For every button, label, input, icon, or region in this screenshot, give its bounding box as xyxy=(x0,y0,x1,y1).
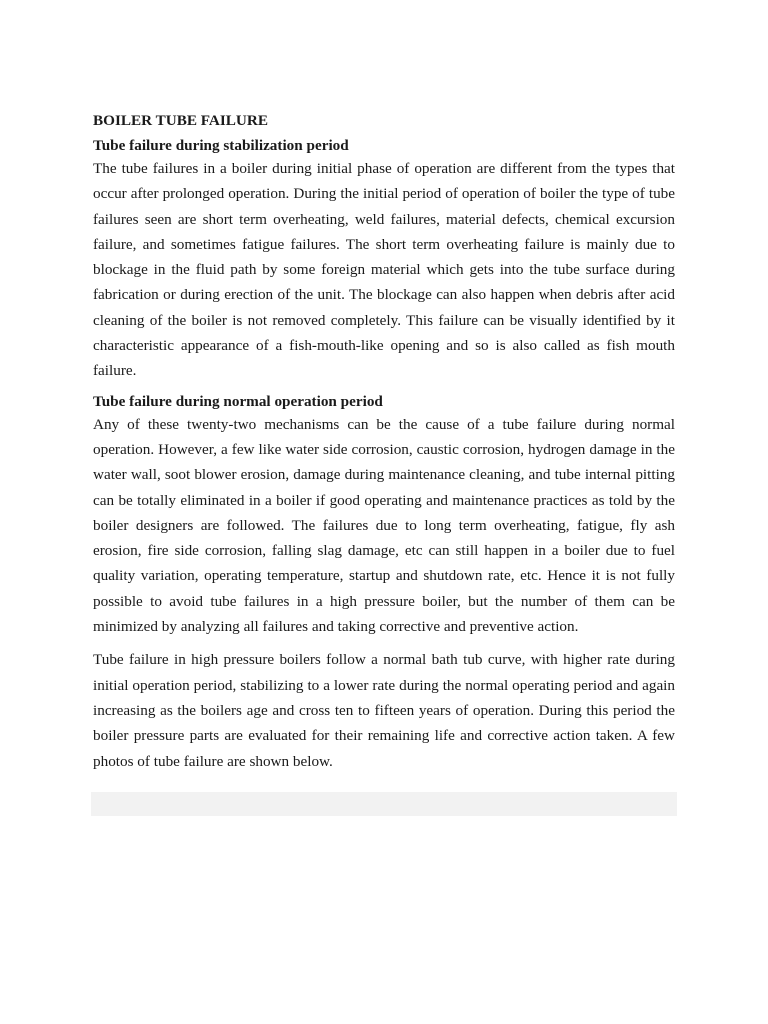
section-heading-stabilization: Tube failure during stabilization period xyxy=(93,137,349,154)
section-heading-normal-operation: Tube failure during normal operation period xyxy=(93,392,383,410)
section-paragraph-stabilization: The tube failures in a boiler during initial phase of operation are different from the types that occur after prolonged operation. During the initial period of operation of boiler the type of tube failures seen are short term overheating, weld failures, material defects, chemical excursion failure, and sometimes fatigue failures. The short term overheating failure is mainly due to blockage in the fluid path by some foreign material which gets into the tube surface during fabrication or during erection of the unit. The blockage can also happen when debris after acid cleaning of the boiler is not removed completely. This failure can be visually identified by it characteristic appearance of a fish-mouth-like opening and so is also called as fish mouth failure. xyxy=(93,160,675,380)
document-title: BOILER TUBE FAILURE xyxy=(93,112,268,129)
section-paragraph-bath-tub-curve: Tube failure in high pressure boilers follow a normal bath tub curve, with higher rate during initial operation period, stabilizing to a lower rate during the normal operating period and again increasing as the boilers age and cross ten to fifteen years of operation. During this period the boiler pressure parts are evaluated for their remaining life and corrective action taken. A few photos of tube failure are shown below. xyxy=(93,651,675,770)
photo-placeholder-strip xyxy=(91,792,677,816)
document-body xyxy=(93,111,675,774)
section-paragraph-normal-operation: Any of these twenty-two mechanisms can be the cause of a tube failure during normal operation. However, a few like water side corrosion, caustic corrosion, hydrogen damage in the water wall, soot blower erosion, damage during maintenance cleaning, and tube internal pitting can be totally eliminated in a boiler if good operating and maintenance practices as told by the boiler designers are followed. The failures due to long term overheating, fatigue, fly ash erosion, fire side corrosion, falling slag damage, etc can still happen in a boiler due to fuel quality variation, operating temperature, startup and shutdown rate, etc. Hence it is not fully possible to avoid tube failures in a high pressure boiler, but the number of them can be minimized by analyzing all failures and taking corrective and preventive action. xyxy=(93,415,675,636)
